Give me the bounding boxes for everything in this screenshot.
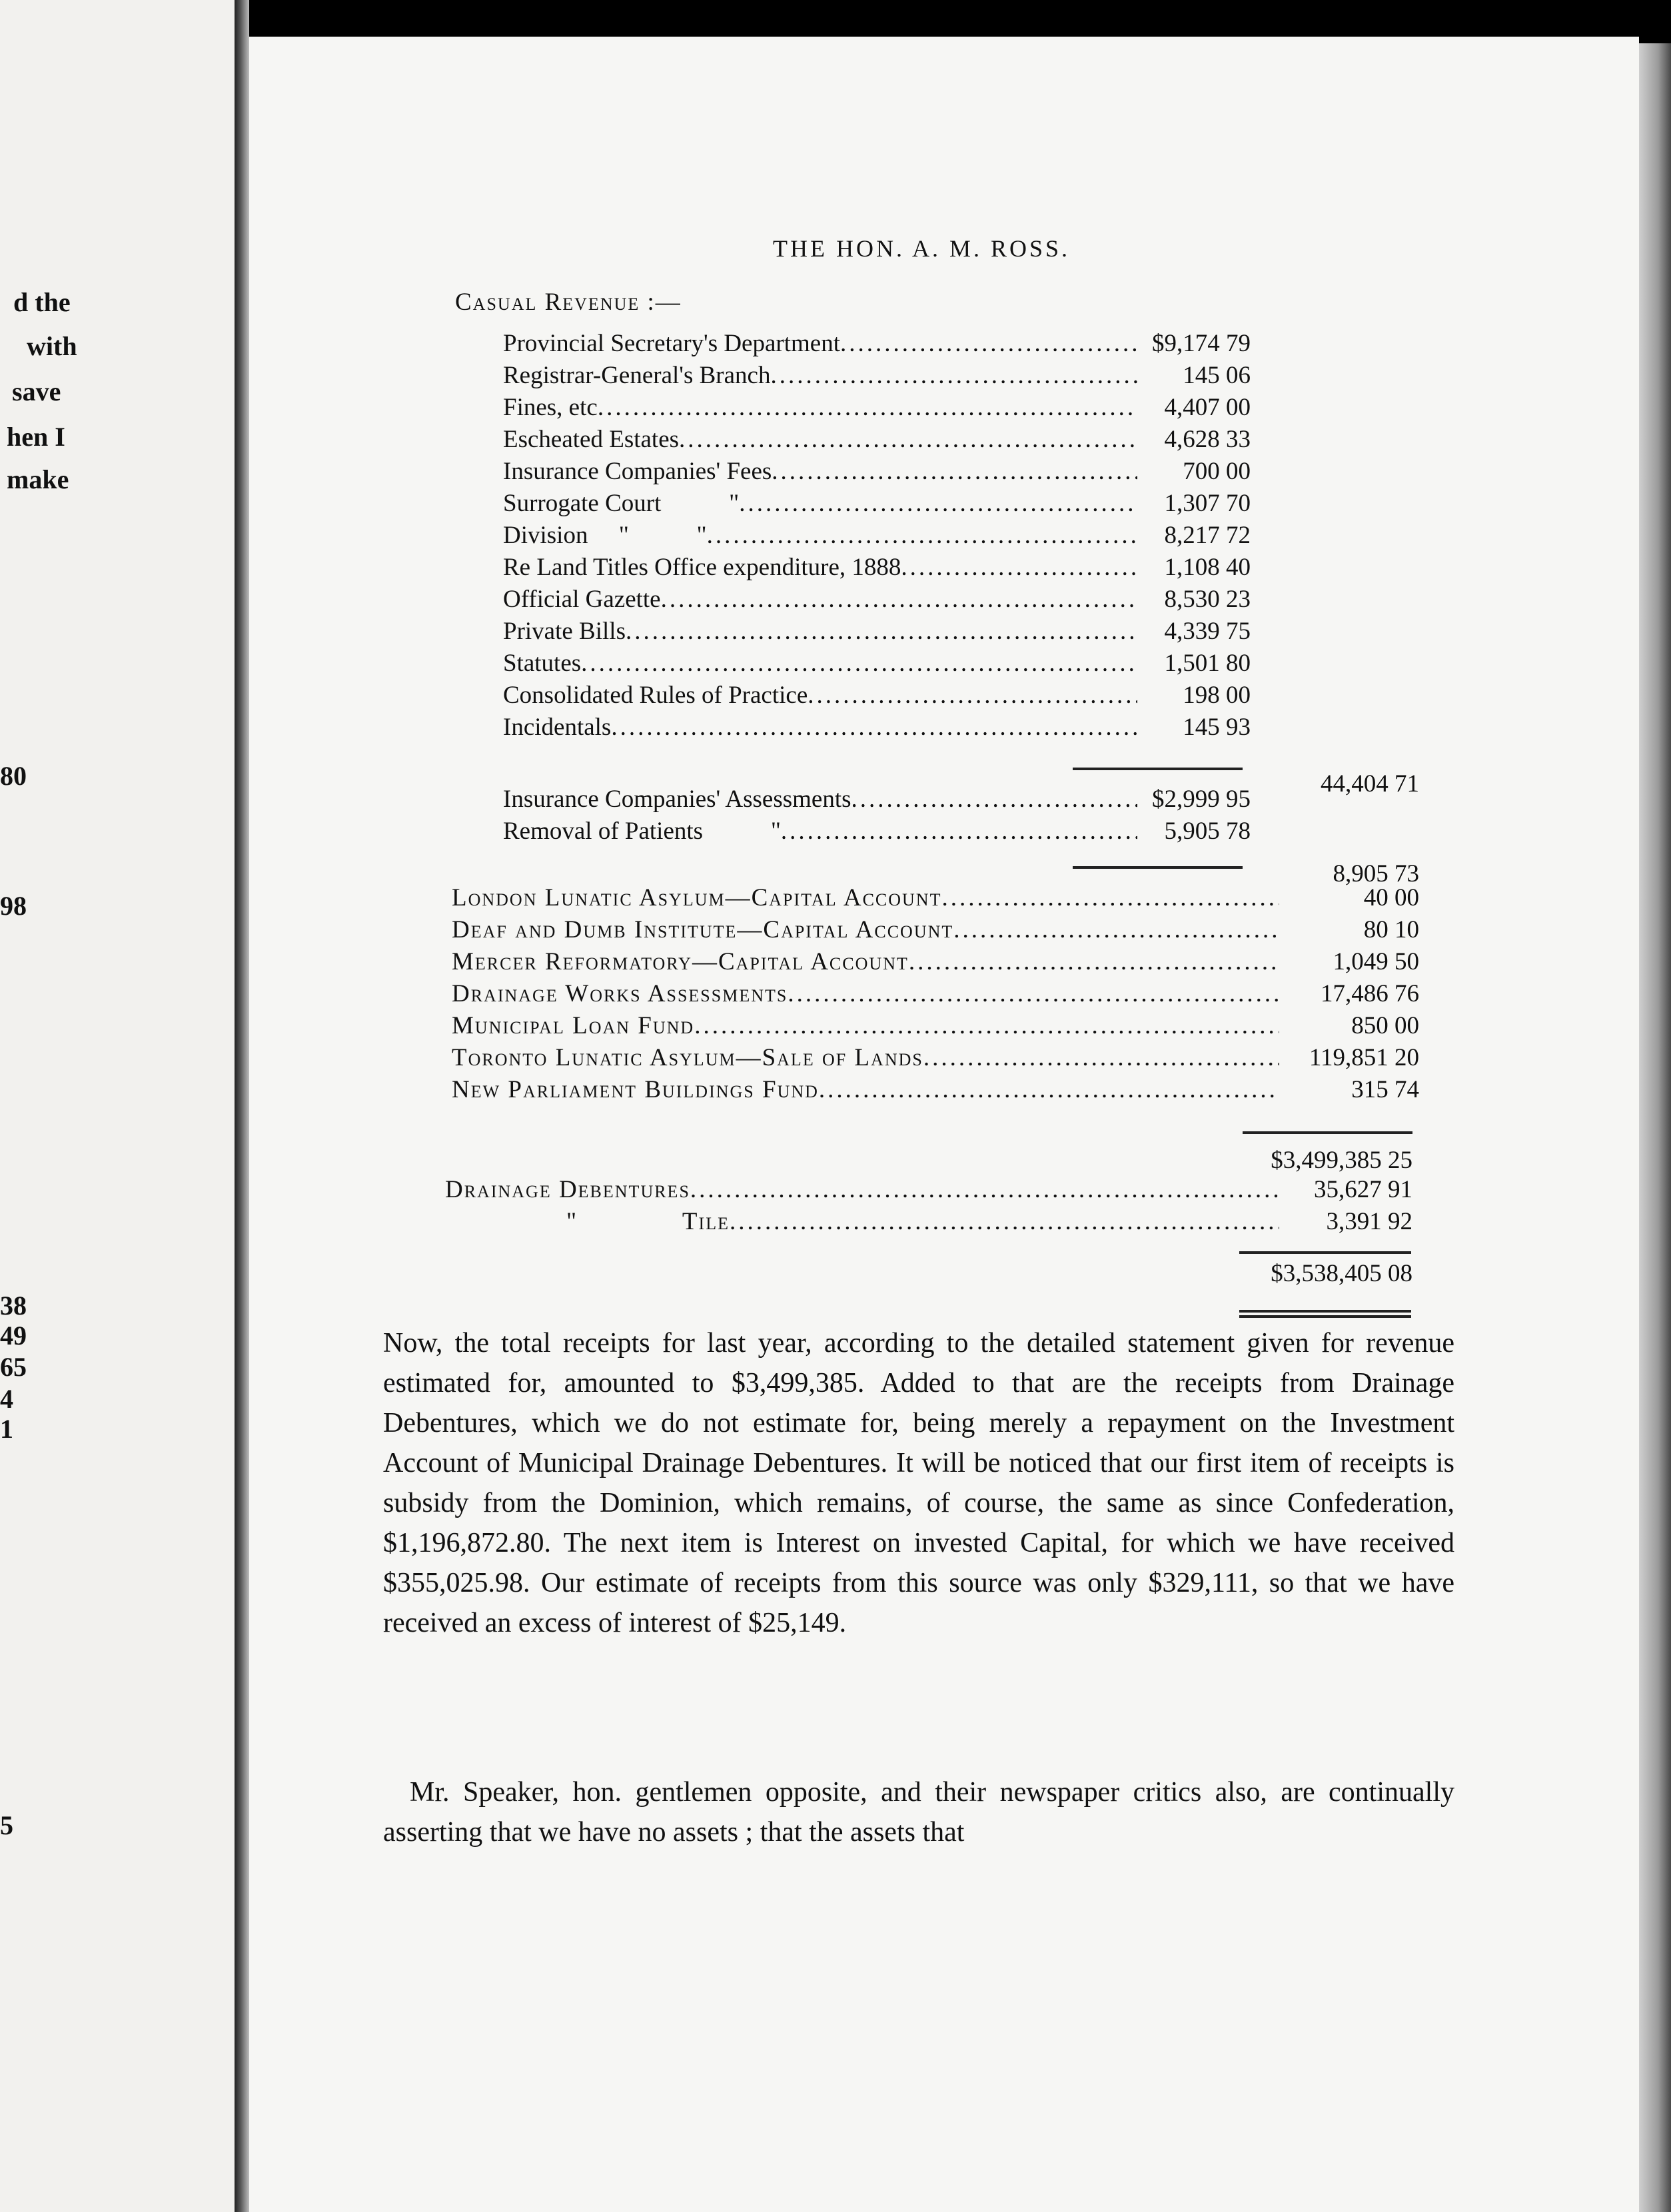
ledger-amount: $2,999 95 xyxy=(1152,786,1251,813)
paragraph: Now, the total receipts for last year, according to the detailed statement given for revenue estimated for, amounted to $3,499,385. Added to that are the receipts from Drainage Debentures, which we do not estimate for, being merely a repayment on the Investment Account of Municipal Drainage Debentures. It will be noticed that our first item of receipts is subsidy from the Dominion, which remains, of course, the same as since Confederation, $1,196,872.80. The next item is Interest on invested Capital, for which we have received $355,025.98. Our estimate of receipts from this source was only $329,111, so that we have received an excess of interest of $25,149. xyxy=(383,1328,1454,1638)
ledger-label: New Parliament Buildings Fund xyxy=(452,1076,819,1103)
body-text xyxy=(383,1323,1454,1643)
grand-total-rule xyxy=(1239,1315,1411,1318)
ledger-row xyxy=(566,1207,1412,1239)
ledger-amount: 198 00 xyxy=(1183,682,1251,709)
ledger-label: Incidentals xyxy=(503,714,612,741)
grand-total-rule xyxy=(1239,1310,1411,1313)
ledger-row xyxy=(503,393,1251,425)
ledger-label: Municipal Loan Fund xyxy=(452,1012,695,1039)
ledger-label: Removal of Patients " xyxy=(503,818,781,845)
ledger-label: Private Bills xyxy=(503,618,626,645)
ledger-amount: 5,905 78 xyxy=(1164,818,1251,845)
ledger-row xyxy=(452,1075,1419,1107)
left-fragment: 38 xyxy=(0,1291,27,1321)
ledger-row xyxy=(452,1011,1419,1043)
ledger-label: Surrogate Court " xyxy=(503,490,740,517)
ledger-row xyxy=(503,817,1251,849)
ledger-amount: 119,851 20 xyxy=(1309,1044,1419,1071)
ledger-label: Toronto Lunatic Asylum—Sale of Lands xyxy=(452,1044,923,1071)
ledger-amount: $9,174 79 xyxy=(1152,330,1251,357)
ledger-amount: 4,628 33 xyxy=(1164,426,1251,453)
ledger-amount: 1,501 80 xyxy=(1164,650,1251,677)
ledger-row xyxy=(503,457,1251,489)
left-fragment: 80 xyxy=(0,761,27,791)
ledger-amount: 8,217 72 xyxy=(1164,522,1251,549)
left-fragment: 5 xyxy=(0,1810,13,1840)
grand-total-rule xyxy=(1239,1251,1411,1254)
ledger-amount: 1,049 50 xyxy=(1333,948,1419,975)
ledger-row xyxy=(503,713,1251,745)
left-fragment: with xyxy=(27,331,77,361)
ledger-label: Re Land Titles Office expenditure, 1888 xyxy=(503,554,901,581)
ledger-row xyxy=(452,979,1419,1011)
subtotal-rule xyxy=(1073,768,1243,770)
ledger-label: Mercer Reformatory—Capital Account xyxy=(452,948,909,975)
ledger-label: Insurance Companies' Assessments xyxy=(503,786,851,813)
ledger-row xyxy=(503,681,1251,713)
left-fragment: 1 xyxy=(0,1414,13,1444)
left-fragment: hen I xyxy=(7,422,65,452)
ledger-amount: 4,339 75 xyxy=(1164,618,1251,645)
left-fragment: make xyxy=(7,464,69,494)
ledger-amount: 17,486 76 xyxy=(1321,980,1419,1007)
grand-total: $3,538,405 08 xyxy=(1271,1260,1412,1287)
ledger-amount: 1,307 70 xyxy=(1164,490,1251,517)
left-fragment: 98 xyxy=(0,891,27,921)
ledger-label: Drainage Debentures xyxy=(445,1176,690,1203)
ledger-label: " Tile xyxy=(566,1208,730,1235)
left-fragment: 4 xyxy=(0,1384,13,1414)
ledger-row xyxy=(503,489,1251,521)
ledger-label: Registrar-General's Branch xyxy=(503,362,771,389)
left-fragment: d the xyxy=(13,287,71,317)
ledger-row xyxy=(503,617,1251,649)
book-gutter xyxy=(235,0,249,2212)
subtotal-rule xyxy=(1073,866,1243,869)
ledger-label: Official Gazette xyxy=(503,586,661,613)
ledger-label: Escheated Estates xyxy=(503,426,680,453)
ledger-amount: 145 93 xyxy=(1183,714,1251,741)
total-revenue: $3,499,385 25 xyxy=(1271,1147,1412,1174)
ledger-row xyxy=(503,521,1251,553)
casual-revenue-heading: Casual Revenue :— xyxy=(455,288,682,316)
left-fragment: save xyxy=(12,376,61,406)
ledger-row xyxy=(452,1043,1419,1075)
assessments-subtotal: 8,905 73 xyxy=(1333,860,1419,887)
page-edge xyxy=(1639,43,1671,2212)
ledger-row xyxy=(452,915,1419,947)
ledger-amount: 35,627 91 xyxy=(1314,1176,1412,1203)
ledger-label: Provincial Secretary's Department xyxy=(503,330,840,357)
ledger-amount: 4,407 00 xyxy=(1164,394,1251,421)
ledger-amount: 80 10 xyxy=(1363,916,1419,943)
ledger-label: London Lunatic Asylum—Capital Account xyxy=(452,884,942,911)
ledger-row xyxy=(445,1175,1412,1207)
ledger-label: Deaf and Dumb Institute—Capital Account xyxy=(452,916,954,943)
ledger-amount: 40 00 xyxy=(1363,884,1419,911)
ledger-label: Statutes xyxy=(503,650,582,677)
ledger-row xyxy=(503,649,1251,681)
ledger-amount: 1,108 40 xyxy=(1164,554,1251,581)
ledger-amount: 850 00 xyxy=(1351,1012,1419,1039)
ledger-row xyxy=(503,425,1251,457)
paragraph: Mr. Speaker, hon. gentlemen opposite, and their newspaper critics also, are continually asserting that we have no assets ; that the assets that xyxy=(383,1777,1454,1848)
ledger-label: Consolidated Rules of Practice xyxy=(503,682,808,709)
left-page xyxy=(0,0,235,2212)
ledger-row xyxy=(503,329,1251,361)
ledger-row xyxy=(503,553,1251,585)
total-rule xyxy=(1243,1131,1412,1134)
ledger-row xyxy=(452,947,1419,979)
ledger-amount: 315 74 xyxy=(1351,1076,1419,1103)
running-header: THE HON. A. M. ROSS. xyxy=(773,235,1071,262)
ledger-label: Drainage Works Assessments xyxy=(452,980,788,1007)
ledger-amount: 145 06 xyxy=(1183,362,1251,389)
ledger-row xyxy=(503,361,1251,393)
left-fragment: 49 xyxy=(0,1321,27,1351)
ledger-row xyxy=(452,883,1419,915)
body-text xyxy=(383,1772,1454,1852)
left-fragment: 65 xyxy=(0,1352,27,1382)
ledger-amount: 3,391 92 xyxy=(1326,1208,1412,1235)
ledger-row xyxy=(503,585,1251,617)
casual-revenue-subtotal: 44,404 71 xyxy=(1321,770,1419,798)
ledger-label: Division " " xyxy=(503,522,707,549)
ledger-row xyxy=(503,785,1251,817)
ledger-amount: 8,530 23 xyxy=(1164,586,1251,613)
ledger-label: Fines, etc xyxy=(503,394,598,421)
ledger-label: Insurance Companies' Fees xyxy=(503,458,772,485)
ledger-amount: 700 00 xyxy=(1183,458,1251,485)
